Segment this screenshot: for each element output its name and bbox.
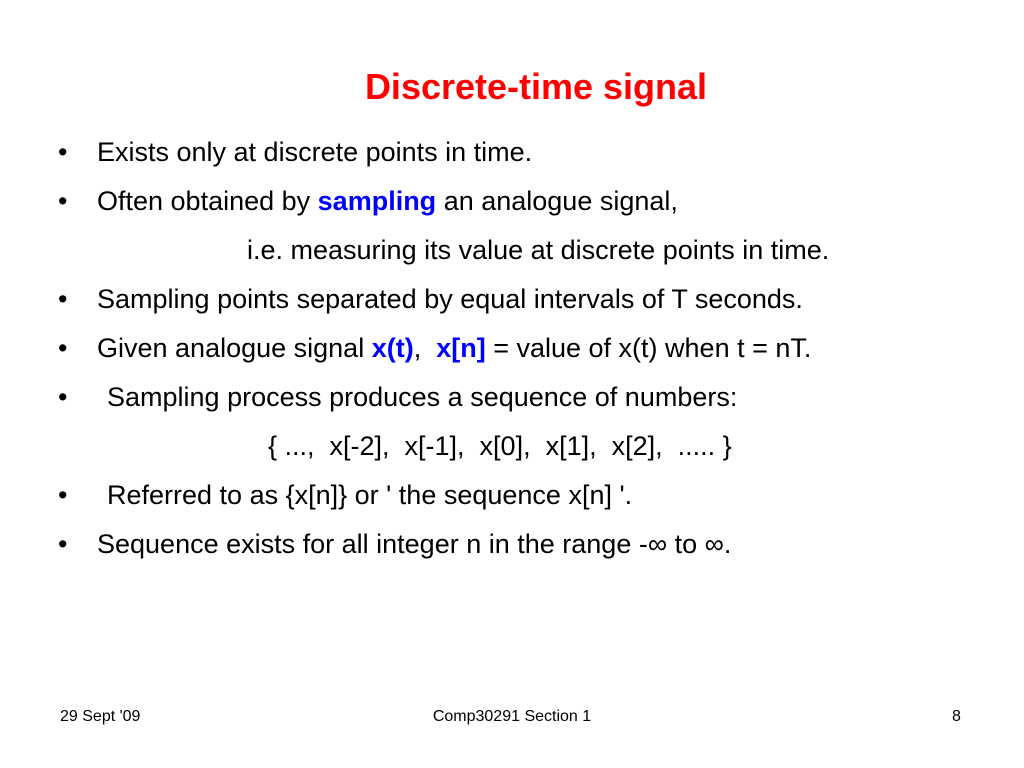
text-segment: = value of x(t) when t = nT. — [485, 333, 812, 363]
bullet-text-4 — [97, 332, 811, 364]
bullet-text-2 — [97, 185, 678, 217]
bullet-text-6: Referred to as {x[n]} or ' the sequence x[n] '. — [107, 480, 633, 510]
text-segment: Often obtained by — [97, 186, 318, 216]
bullet-icon: • — [58, 186, 68, 216]
bullet-text-3: Sampling points separated by equal intervals of T seconds. — [97, 284, 803, 314]
footer-page-number: 8 — [952, 708, 961, 725]
text-segment: Given analogue signal — [97, 333, 372, 363]
bullet-text-7: Sequence exists for all integer n in the range -∞ to ∞. — [97, 529, 732, 559]
bullet-icon: • — [58, 137, 68, 167]
text-segment: , — [413, 333, 437, 363]
bullet-icon: • — [58, 284, 68, 314]
slide-title: Discrete-time signal — [364, 66, 708, 107]
bullet-icon: • — [58, 480, 68, 510]
footer-date: 29 Sept '09 — [60, 708, 141, 725]
bullet-icon: • — [58, 529, 68, 559]
sequence-text: { ..., x[-2], x[-1], x[0], x[1], x[2], ..... } — [268, 431, 732, 461]
bullet-text-1: Exists only at discrete points in time. — [97, 137, 533, 167]
footer-course: Comp30291 Section 1 — [432, 708, 592, 725]
text-segment: an analogue signal, — [436, 186, 678, 216]
bullet-icon: • — [58, 382, 68, 412]
bullet-icon: • — [58, 333, 68, 363]
highlight-xt: x(t) — [371, 333, 414, 363]
continuation-text: i.e. measuring its value at discrete points in time. — [247, 235, 830, 265]
highlight-xn: x[n] — [436, 333, 486, 363]
bullet-text-5: Sampling process produces a sequence of numbers: — [107, 382, 738, 412]
highlight-sampling: sampling — [317, 186, 437, 216]
